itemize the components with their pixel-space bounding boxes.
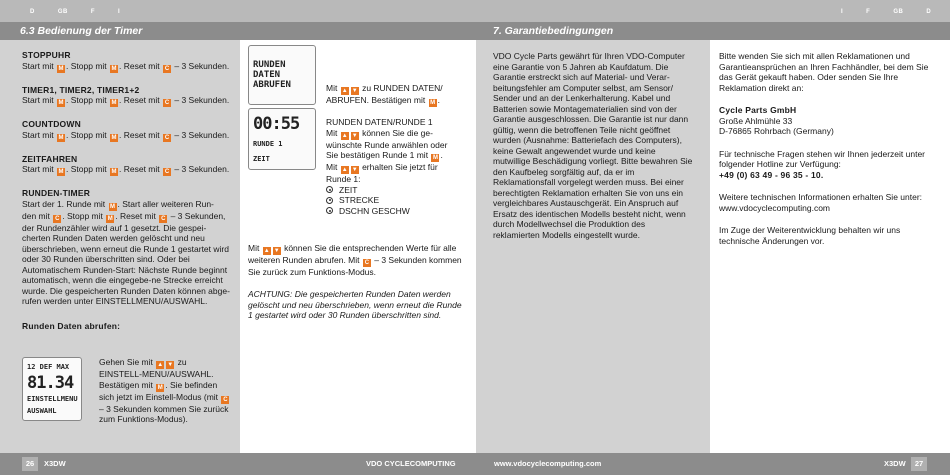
page-number: 26: [22, 457, 38, 471]
column-contact: [710, 40, 950, 453]
model-name: X3DW: [44, 459, 66, 468]
top-bar-left: [0, 0, 475, 22]
footer-left: [0, 453, 475, 475]
lang-tab[interactable]: GB: [893, 9, 904, 15]
m-key-icon: M: [111, 100, 117, 106]
company-city: D-76865 Rohrbach (Germany): [719, 126, 834, 136]
m-key-icon: M: [432, 155, 438, 161]
down-key-icon: ▼: [273, 248, 280, 254]
m-key-icon: M: [157, 384, 163, 391]
block-title: STOPPUHR: [22, 50, 71, 60]
block-title: TIMER1, TIMER2, TIMER1+2: [22, 84, 140, 95]
language-tabs-left: [30, 9, 143, 15]
lcd-display-lap-1: [248, 108, 316, 170]
m-key-icon: M: [58, 169, 64, 175]
block-title: ZEITFAHREN: [22, 153, 78, 164]
bullet-item: DSCHN GESCHW: [326, 206, 456, 217]
company-street: Große Ahlmühle 33: [719, 115, 793, 126]
lcd-line: ZEIT: [253, 154, 270, 163]
section-heading-timer: 6.3 Bedienung der Timer: [0, 22, 475, 40]
block-text: Start mit M . Stopp mit M . Reset mit C – 3 Sekunden.: [22, 164, 230, 175]
column-lap-data: [240, 40, 475, 453]
hotline-number: +49 (0) 63 49 - 96 35 - 10.: [719, 169, 824, 180]
countdown-block: [22, 119, 230, 142]
m-key-icon: M: [58, 134, 64, 141]
up-key-icon: ▲: [341, 88, 348, 94]
time-trial-block: [22, 154, 230, 177]
c-key-icon: C: [164, 65, 170, 72]
lang-tab[interactable]: I: [118, 9, 121, 15]
c-key-icon: C: [364, 260, 370, 266]
down-key-icon: ▼: [351, 132, 358, 139]
lap-data-text: [326, 83, 456, 216]
recall-text: Gehen Sie mit ▲ ▼ zu EINSTELL-MENU/AUSWAHL. Bestätigen mit M . Sie befinden sich jetzt im Einstell-Modus (mit C – 3 Sekunden kommen Sie zurück zum Funktions-Modus).: [99, 357, 229, 424]
web-info-paragraph: Weitere technischen Informationen erhalten Sie unter: www.vdocyclecomputing.com: [719, 192, 923, 213]
warranty-text: VDO Cycle Parts gewährt für Ihren VDO-Computer eine Garantie von 5 Jahren ab Kaufdatum. Die Garantie erstreckt sich auf Material- und Verar-beitungsfehler am Computer selbst, am Sensor/ Sender und an der Lenkerhalterung. Kabel und Batterien sowie Montagematerialien sind von der Garantie ausgeschlossen. Die Garantie ist nur dann gültig, wenn die betroffenen Teile nicht geöffnet wurden (Ausnahme: Batteriefach des Computers), keine Gewalt angewendet wurde und keine mutwillige Beschädigung vorliegt. Bitte bewahren Sie den Kaufbeleg sorgfältig auf, da er im Reklamationsfall vorgelegt werden muss. Bei einer berechtigten Reklamation erhalten Sie von uns ein vergleichbares Austauschgerät. Ein Anspruch auf Ersatz des identischen Modells besteht nicht, wenn durch Modellwechsel die Produktion des reklamierten Modells eingestellt wurde.: [493, 51, 693, 240]
m-key-icon: M: [111, 169, 117, 175]
hotline-paragraph: Für technische Fragen stehen wir Ihnen jederzeit unter folgender Hotline zur Verfügung:: [719, 148, 926, 169]
column-divider: [475, 40, 476, 453]
lang-tab[interactable]: GB: [57, 9, 68, 15]
bullet-icon: [326, 186, 333, 193]
bullet-icon: [326, 207, 333, 214]
up-key-icon: ▲: [263, 248, 270, 254]
c-key-icon: C: [164, 169, 170, 175]
column-divider: [240, 40, 241, 453]
m-key-icon: M: [111, 65, 117, 72]
lcd-line: RUNDE 1: [253, 139, 283, 148]
bullet-item: ZEIT: [326, 185, 456, 196]
section-heading-warranty: 7. Garantiebedingungen: [475, 22, 950, 40]
language-tabs-right: [841, 9, 950, 15]
lcd-big-digits: 81.34: [27, 372, 74, 393]
website-link[interactable]: www.vdocyclecomputing.com: [494, 459, 602, 468]
lcd-line: ABRUFEN: [253, 80, 291, 90]
m-key-icon: M: [111, 134, 117, 141]
m-key-icon: M: [430, 100, 436, 106]
top-bar-right: [475, 0, 950, 22]
m-key-icon: M: [58, 100, 64, 106]
c-key-icon: C: [161, 215, 166, 222]
paragraph: Mit ▲ ▼ zu RUNDEN DATEN/ ABRUFEN. Bestätigen mit M .: [326, 83, 443, 106]
column-warranty: [475, 40, 710, 453]
paragraph-heading: RUNDEN DATEN/RUNDE 1: [326, 117, 433, 127]
more-laps-text: Mit ▲ ▼ können Sie die entsprechenden Werte für alle weiteren Runden abrufen. Mit C – 3 Sekunden kommen Sie zurück zum Funktions-Modus.: [248, 243, 462, 277]
block-title: RUNDEN-TIMER: [22, 188, 91, 198]
lcd-top-line: 12 DEF MAX: [27, 362, 70, 371]
down-key-icon: ▼: [351, 167, 358, 173]
warning-note: ACHTUNG: Die gespeicherten Runden Daten werden gelöscht und neu überschrieben, wenn erneut die Runde 1 gestartet wird oder 30 Runden überschritten sind.: [248, 289, 462, 320]
lcd-line: RUNDEN DATEN: [253, 60, 286, 80]
block-text: Start mit M . Stopp mit M . Reset mit C – 3 Sekunden.: [22, 129, 230, 141]
block-text: Start mit M . Stopp mit M . Reset mit C – 3 Sekunden.: [22, 95, 230, 106]
c-key-icon: C: [55, 215, 60, 222]
lap-timer-block: [22, 188, 230, 307]
m-key-icon: M: [110, 203, 116, 210]
lap-data-recall-title: Runden Daten abrufen:: [22, 320, 121, 331]
up-key-icon: ▲: [341, 167, 348, 173]
column-divider: [710, 40, 711, 453]
paragraph: Mit ▲ ▼ erhalten Sie jetzt für Runde 1:: [326, 162, 438, 184]
down-key-icon: ▼: [351, 88, 358, 94]
timer-block: [22, 85, 230, 108]
lang-tab[interactable]: I: [841, 9, 844, 15]
c-key-icon: C: [164, 134, 170, 141]
block-text: Start der 1. Runde mit M . Start aller weiteren Run- den mit C . Stopp mit M . Reset mit C – 3 Sekunden, der Rundenzähler wird auf 1 gesetzt. Die gespei-cherten Runden Daten werden gelöscht und neu überschrieben, wenn erneut die Runde 1 gestartet wird oder 30 Runden überschritten sind. Oder bei Automatischem Runden-Start: Nächste Runde beginnt automatisch, wenn die eingegebe-ne Strecke erreicht wurde. Die gespeicherten Runden Daten können abge-rufen werden unter EINSTELLMENU/AUSWAHL.: [22, 198, 230, 306]
lcd-big-digits: 00:55: [253, 113, 300, 134]
changes-note: Im Zuge der Weiterentwicklung behalten wir uns technische Änderungen vor.: [719, 225, 901, 246]
m-key-icon: M: [107, 215, 113, 222]
column-timer-instructions: [0, 40, 240, 453]
lcd-line: EINSTELLMENU: [27, 395, 78, 404]
c-key-icon: C: [164, 100, 170, 106]
stopwatch-block: [22, 50, 230, 73]
brand-name: VDO CYCLECOMPUTING: [366, 459, 456, 468]
paragraph: Mit ▲ ▼ können Sie die ge-wünschte Runde anwählen oder Sie bestätigen Runde 1 mit M .: [326, 127, 448, 161]
lang-tab[interactable]: D: [30, 9, 35, 15]
bullet-item: STRECKE: [326, 195, 456, 206]
down-key-icon: ▼: [167, 362, 174, 368]
up-key-icon: ▲: [341, 132, 348, 139]
bullet-icon: [326, 197, 333, 204]
lcd-display-lap-data: [248, 45, 316, 105]
lang-tab[interactable]: D: [926, 9, 932, 15]
m-key-icon: M: [58, 65, 64, 72]
up-key-icon: ▲: [157, 362, 164, 368]
company-name: Cycle Parts GmbH: [719, 105, 797, 115]
lcd-line: AUSWAHL: [27, 407, 57, 416]
block-text: Start mit M . Stopp mit M . Reset mit C – 3 Sekunden.: [22, 60, 230, 72]
lcd-display-settings: [22, 357, 82, 421]
footer-right: [475, 453, 950, 475]
lang-tab[interactable]: F: [90, 9, 96, 15]
complaints-paragraph: Bitte wenden Sie sich mit allen Reklamationen und Garantieansprüchen an Ihren Fachhändler, bei dem Sie das Gerät gekauft haben. Oder senden Sie Ihre Reklamation direkt an:: [719, 51, 929, 93]
block-title: COUNTDOWN: [22, 119, 81, 129]
model-name: X3DW: [884, 459, 906, 468]
c-key-icon: C: [223, 396, 228, 403]
lang-tab[interactable]: F: [866, 9, 871, 15]
page-number: 27: [911, 457, 927, 471]
